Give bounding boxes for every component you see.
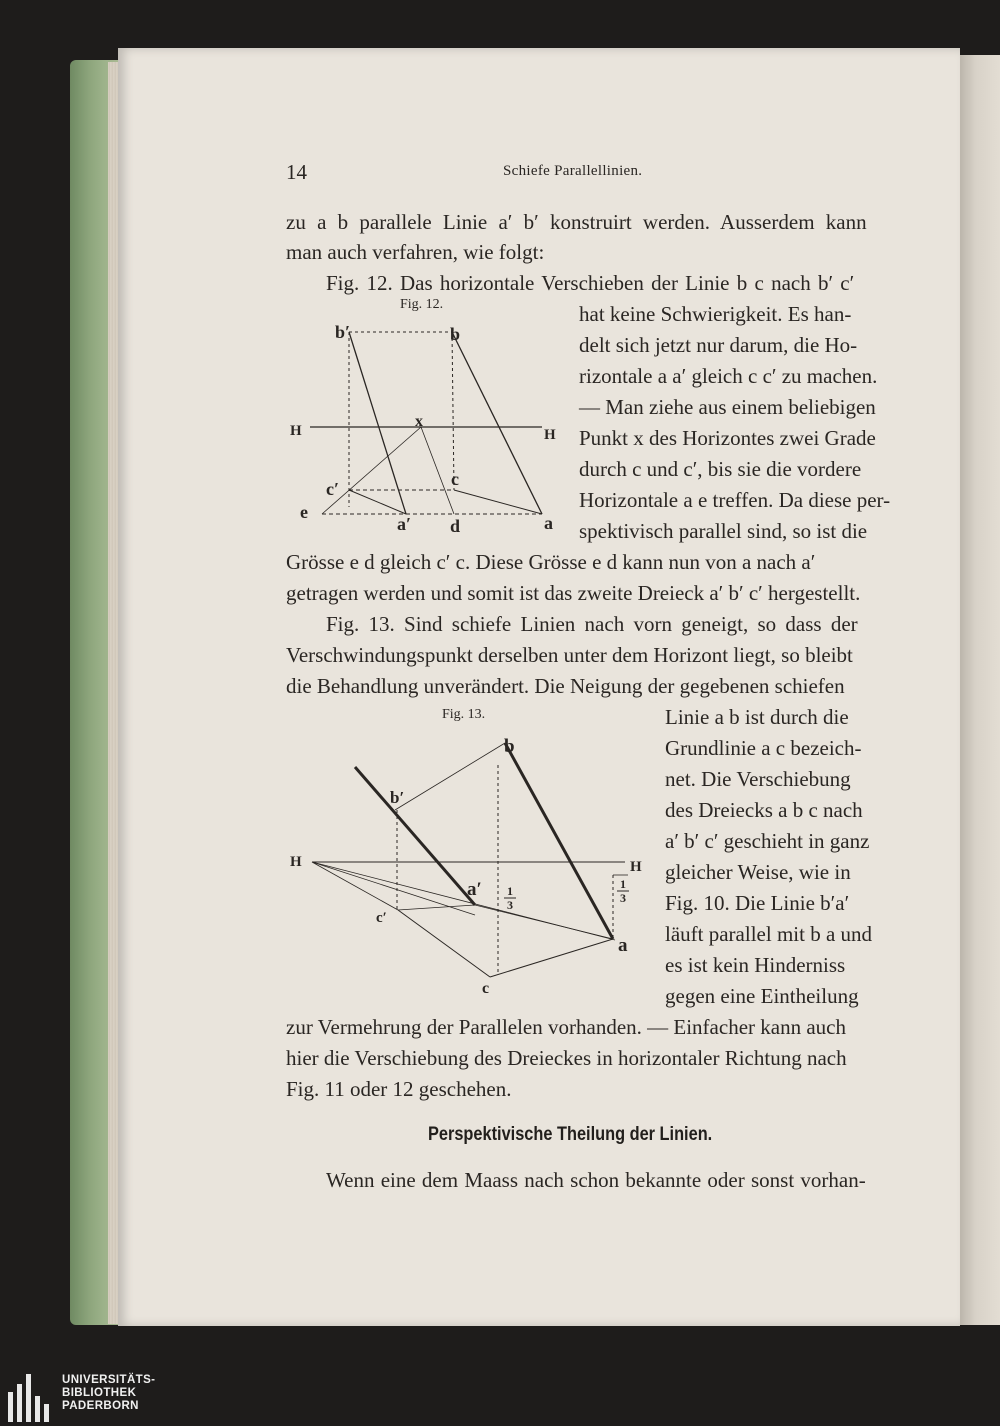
- body-line: Grösse e d gleich c′ c. Diese Grösse e d kann nun von a nach a′: [286, 550, 816, 574]
- fig13-line-b-a: [505, 743, 613, 939]
- body-line: die Behandlung unverändert. Die Neigung der gegebenen schiefen: [286, 674, 845, 698]
- fig13-c-a: [490, 939, 613, 977]
- fig13-label: a′: [467, 879, 482, 900]
- fig12-label: a: [544, 513, 553, 533]
- body-line: durch c und c′, bis sie die vordere: [579, 457, 862, 481]
- body-line: — Man ziehe aus einem beliebigen: [579, 395, 876, 419]
- fig13-label: H: [630, 859, 642, 875]
- fig12-diagram: [280, 312, 570, 540]
- library-name-line: BIBLIOTHEK: [62, 1387, 137, 1399]
- fig12-label: e: [300, 502, 308, 522]
- body-line: hier die Verschiebung des Dreieckes in horizontaler Richtung nach: [286, 1046, 847, 1070]
- fig13-caption: Fig. 13.: [442, 707, 486, 722]
- library-logo-icon: [8, 1374, 56, 1422]
- body-line: net. Die Verschiebung: [665, 767, 851, 791]
- body-line: Fig. 13. Sind schiefe Linien nach vorn geneigt, so dass der: [326, 612, 858, 636]
- body-line: a′ b′ c′ geschieht in ganz: [665, 829, 870, 853]
- library-name: [62, 1374, 155, 1413]
- fig13-label: c′: [376, 910, 387, 926]
- fig13-label: 1: [507, 884, 513, 898]
- body-line: zur Vermehrung der Parallelen vorhanden. — Einfacher kann auch: [286, 1015, 846, 1039]
- body-line: hat keine Schwierigkeit. Es han-: [579, 302, 852, 326]
- fig13-label: H: [290, 854, 302, 870]
- fig12-label: H: [290, 423, 302, 439]
- body-line: gleicher Weise, wie in: [665, 860, 851, 884]
- body-line: gegen eine Eintheilung: [665, 984, 859, 1008]
- fig12-caption: Fig. 12.: [400, 297, 444, 312]
- fig13-line-bprime-aprime: [355, 767, 475, 905]
- body-line: Fig. 11 oder 12 geschehen.: [286, 1077, 512, 1101]
- fig12-label: b′: [335, 322, 351, 342]
- fig12-label: c′: [326, 479, 340, 499]
- body-line: Punkt x des Horizontes zwei Grade: [579, 426, 876, 450]
- fig13-b-to-bprime: [395, 743, 505, 810]
- body-line: rizontale a a′ gleich c c′ zu machen.: [579, 364, 878, 388]
- fig13-label: a: [618, 935, 628, 956]
- body-line: Horizontale a e treffen. Da diese per-: [579, 488, 891, 512]
- body-line: man auch verfahren, wie folgt:: [286, 240, 545, 264]
- fig12-c-a: [454, 490, 542, 514]
- fig12-line-b: [452, 332, 542, 514]
- body-line: läuft parallel mit b a und: [665, 922, 873, 946]
- fig13-label: 1: [620, 877, 626, 891]
- fig13-label: 3: [620, 891, 626, 905]
- fig13-label: b: [504, 736, 515, 757]
- fig13-aprime-a: [475, 905, 613, 939]
- fig12-label: x: [415, 413, 423, 430]
- body-line: delt sich jetzt nur darum, die Ho-: [579, 333, 858, 357]
- body-line: zu a b parallele Linie a′ b′ konstruirt werden. Ausserdem kann: [286, 210, 867, 234]
- body-line: spektivisch parallel sind, so ist die: [579, 519, 868, 543]
- body-line: Fig. 12. Das horizontale Verschieben der Linie b c nach b′ c′: [326, 271, 855, 295]
- fig12-label: H: [544, 427, 556, 443]
- fig12-x-to-e: [322, 427, 421, 514]
- fig13-diagram: [280, 725, 655, 1000]
- fig12-label: d: [450, 516, 461, 536]
- facing-page-edge: [960, 55, 1000, 1325]
- body-line: Verschwindungspunkt derselben unter dem Horizont liegt, so bleibt: [286, 643, 853, 667]
- body-line: Grundlinie a c bezeich-: [665, 736, 862, 760]
- body-line: es ist kein Hinderniss: [665, 953, 846, 977]
- fig12-right-vertical: [452, 332, 454, 490]
- body-line: Fig. 10. Die Linie b′a′: [665, 891, 850, 915]
- running-title: Schiefe Parallellinien.: [503, 163, 643, 179]
- library-footer: [0, 1370, 1000, 1426]
- fig12-label: c: [451, 469, 459, 489]
- fig13-label: c: [482, 980, 490, 997]
- page-number: 14: [286, 160, 307, 184]
- body-line: des Dreiecks a b c nach: [665, 798, 863, 822]
- fig12-x-to-d: [421, 427, 454, 514]
- fig12-label: a′: [397, 514, 412, 534]
- fig13-label: b′: [390, 788, 405, 807]
- library-name-line: UNIVERSITÄTS-: [62, 1374, 156, 1386]
- body-line: Linie a b ist durch die: [665, 705, 849, 729]
- fig13-cprime-c: [398, 910, 490, 977]
- fig12-line-bprime: [349, 332, 406, 514]
- body-line: Wenn eine dem Maass nach schon bekannte oder sonst vorhan-: [326, 1168, 866, 1192]
- body-line: getragen werden und somit ist das zweite Dreieck a′ b′ c′ hergestellt.: [286, 581, 861, 605]
- fig12-cprime-aprime: [349, 490, 406, 514]
- fig13-cprime-aprime: [398, 905, 475, 910]
- library-name-line: PADERBORN: [62, 1400, 139, 1412]
- fig12-label: b: [450, 324, 461, 344]
- section-heading: Perspektivische Theilung der Linien.: [428, 1124, 713, 1145]
- fig13-label: 3: [507, 898, 513, 912]
